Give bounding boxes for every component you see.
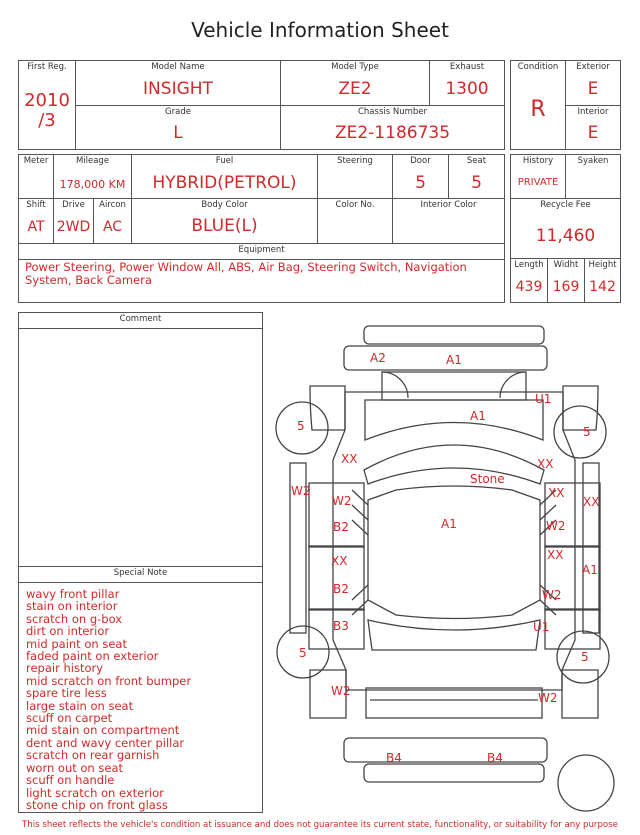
special-note-item: scuff on carpet	[26, 711, 113, 726]
mark-front-a1: A1	[446, 353, 462, 367]
special-note-item: dent and wavy center pillar	[26, 735, 185, 750]
recycle-fee-label: Recycle Fee	[540, 200, 591, 210]
hood-shape	[365, 400, 543, 440]
body-color-value: BLUE(L)	[191, 216, 258, 236]
shift-label: Shift	[26, 200, 46, 210]
first-reg-cell	[18, 60, 76, 150]
shift-cell	[18, 198, 54, 244]
mark-w2-right-front-door: W2	[546, 519, 566, 533]
front-right-tire	[554, 406, 606, 458]
drive-label: Drive	[62, 200, 85, 210]
special-note-label: Special Note	[19, 567, 262, 583]
special-note-item: large stain on seat	[26, 698, 134, 713]
exhaust-value: 1300	[445, 79, 489, 99]
mileage-cell	[53, 154, 132, 199]
chassis-value: ZE2-1186735	[334, 123, 451, 143]
exhaust-label: Exhaust	[449, 62, 485, 72]
exterior-value: E	[587, 79, 599, 99]
special-note-item: stone chip on front glass	[26, 797, 168, 812]
length-label: Length	[514, 260, 544, 270]
special-note-item: scratch on g-box	[26, 611, 123, 626]
first-reg-label: First Reg.	[27, 62, 67, 72]
page-title: Vehicle Information Sheet	[191, 18, 449, 42]
first-reg-month: /3	[38, 110, 56, 131]
mark-hood: A1	[470, 409, 486, 423]
rear-window-shape	[368, 620, 540, 650]
mark-b2-left-rear-door: B2	[333, 582, 349, 596]
special-note-list	[26, 588, 258, 811]
mark-u1-right-rear: U1	[533, 620, 550, 634]
door-value: 5	[415, 173, 426, 193]
comment-box	[18, 312, 263, 567]
history-cell	[510, 154, 566, 199]
mark-xx-left-rear-door: XX	[331, 554, 348, 568]
mark-b4-right: B4	[487, 751, 503, 765]
special-note-item: mid scratch on front bumper	[26, 673, 192, 688]
history-value: PRIVATE	[517, 177, 559, 188]
windshield-shape	[364, 445, 544, 484]
syaken-cell	[565, 154, 621, 199]
special-note-box	[18, 566, 263, 813]
fuel-label: Fuel	[215, 156, 234, 166]
mark-b3-left: B3	[333, 619, 349, 633]
body-color-label: Body Color	[201, 200, 248, 210]
aircon-cell	[93, 198, 132, 244]
mark-w2-right-rear-door: W2	[542, 588, 562, 602]
condition-label: Condition	[517, 62, 559, 72]
mark-stone: Stone	[470, 472, 505, 486]
steering-cell	[317, 154, 393, 199]
special-note-item: mid paint on seat	[26, 636, 127, 651]
exterior-cell	[565, 60, 621, 106]
model-type-label: Model Type	[331, 62, 379, 72]
first-reg-year: 2010	[24, 90, 70, 111]
interior-color-label: Interior Color	[420, 200, 477, 210]
special-note-item: dirt on interior	[26, 624, 110, 639]
damage-marks	[291, 351, 599, 765]
color-no-label: Color No.	[335, 200, 375, 210]
height-cell	[584, 258, 621, 303]
drive-cell	[53, 198, 94, 244]
roof-shape	[368, 486, 540, 619]
recycle-fee-cell	[510, 198, 621, 259]
length-cell	[510, 258, 548, 303]
special-note-item: wavy front pillar	[26, 587, 120, 601]
interior-label: Interior	[577, 107, 609, 117]
exterior-label: Exterior	[576, 62, 610, 72]
special-note-item: faded paint on exterior	[26, 649, 159, 664]
mark-w2-left-front-door: W2	[332, 494, 352, 508]
width-value: 169	[552, 279, 580, 295]
mark-b2-left-front-door: B2	[333, 520, 349, 534]
mark-tire-rr: 5	[581, 650, 589, 664]
color-no-cell	[317, 198, 393, 244]
aircon-value: AC	[102, 219, 123, 235]
equipment-label: Equipment	[19, 244, 504, 260]
disclaimer-footer: This sheet reflects the vehicle's condition at issuance and does not guarantee its current state, functionality, or suitability for any purpose	[22, 820, 618, 830]
mark-xx-right-front: XX	[537, 457, 554, 471]
spare-tire	[558, 755, 614, 811]
interior-color-cell	[392, 198, 505, 244]
chassis-label: Chassis Number	[357, 107, 428, 117]
mark-a1-right-quarter: A1	[582, 563, 598, 577]
height-label: Height	[588, 260, 617, 270]
width-label: Widht	[553, 260, 579, 270]
steering-label: Steering	[337, 156, 373, 166]
mark-tire-fr: 5	[583, 425, 591, 439]
model-name-label: Model Name	[151, 62, 205, 72]
shift-value: AT	[27, 219, 45, 235]
chassis-cell	[280, 105, 505, 150]
seat-cell	[448, 154, 505, 199]
mark-w2-left-rear: W2	[331, 684, 351, 698]
history-label: History	[522, 156, 554, 166]
special-note-item: mid stain on compartment	[26, 723, 180, 738]
mark-u1-front-right: U1	[535, 392, 552, 406]
body-outline	[333, 392, 575, 690]
length-value: 439	[515, 279, 543, 295]
trunk-shape	[366, 688, 542, 718]
equipment-value: Power Steering, Power Window All, ABS, Air Bag, Steering Switch, Navigation System, Back Camera	[25, 260, 467, 287]
mark-b4-left: B4	[386, 751, 402, 765]
fuel-cell	[131, 154, 318, 199]
seat-value: 5	[471, 173, 482, 193]
width-cell	[547, 258, 585, 303]
equipment-cell	[18, 243, 505, 303]
fuel-value: HYBRID(PETROL)	[152, 173, 297, 193]
mark-xx-right-fender: XX	[583, 495, 600, 509]
front-lamp-zone	[382, 372, 526, 400]
mark-front-a2: A2	[370, 351, 386, 365]
special-note-item: spare tire less	[26, 686, 107, 701]
aircon-label: Aircon	[99, 200, 126, 210]
interior-cell	[565, 105, 621, 150]
mark-w2-right-rear: W2	[538, 691, 558, 705]
mark-w2-left-fender: W2	[291, 484, 311, 498]
comment-label: Comment	[19, 313, 262, 329]
door-label: Door	[410, 156, 431, 166]
right-front-fender	[563, 386, 598, 430]
right-headlight-arc	[500, 372, 526, 398]
mileage-value: 178,000 KM	[59, 178, 126, 191]
condition-cell	[510, 60, 566, 150]
height-value: 142	[589, 279, 616, 295]
mark-xx-right-front-door: XX	[548, 486, 565, 500]
condition-value: R	[530, 97, 546, 122]
body-color-cell	[131, 198, 318, 244]
special-note-item: scuff on handle	[26, 773, 115, 788]
meter-cell	[18, 154, 54, 199]
mileage-label: Mileage	[75, 156, 110, 166]
special-note-item: worn out on seat	[26, 760, 124, 775]
mark-xx-left-front: XX	[341, 452, 358, 466]
grade-value: L	[173, 123, 183, 143]
model-name-cell	[75, 60, 281, 106]
left-headlight-arc	[382, 372, 408, 398]
mark-tire-fl: 5	[297, 419, 305, 433]
door-cell	[392, 154, 449, 199]
recycle-fee-value: 11,460	[535, 226, 596, 246]
grade-cell	[75, 105, 281, 150]
first-reg-value	[19, 91, 75, 131]
rear-bumper-shape	[344, 738, 547, 762]
mark-roof: A1	[441, 517, 457, 531]
seat-label: Seat	[466, 156, 487, 166]
model-name-value: INSIGHT	[143, 79, 213, 99]
special-note-item: repair history	[26, 661, 104, 676]
drive-value: 2WD	[56, 219, 91, 235]
mark-tire-rl: 5	[299, 646, 307, 660]
grade-label: Grade	[165, 107, 191, 117]
exhaust-cell	[429, 60, 505, 106]
interior-value: E	[587, 123, 599, 143]
model-type-value: ZE2	[338, 79, 372, 99]
special-note-item: stain on interior	[26, 599, 118, 614]
meter-label: Meter	[23, 156, 49, 166]
left-window-lines	[352, 490, 368, 615]
special-note-item: light scratch on exterior	[26, 785, 164, 800]
right-side-sill	[583, 463, 599, 633]
mark-xx-right-rear-door: XX	[547, 548, 564, 562]
vehicle-damage-diagram	[270, 318, 630, 818]
syaken-label: Syaken	[577, 156, 609, 166]
model-type-cell	[280, 60, 430, 106]
special-note-item: scratch on rear garnish	[26, 748, 160, 763]
